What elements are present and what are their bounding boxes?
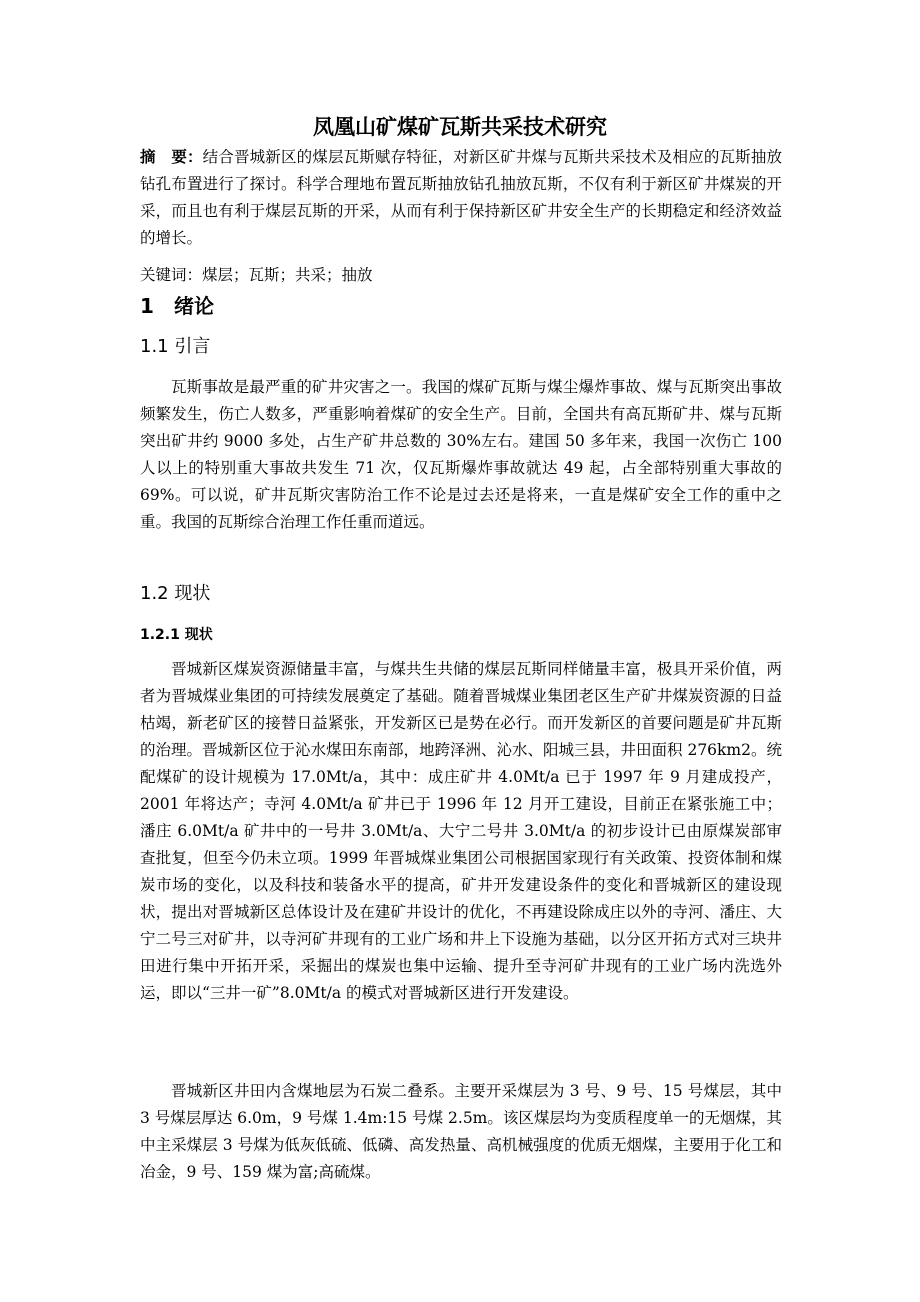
keywords	[140, 262, 782, 289]
abstract	[140, 144, 782, 252]
abstract-label: 摘 要：	[140, 148, 203, 166]
paragraph-status-2: 晋城新区井田内含煤地层为石炭二叠系。主要开采煤层为 3 号、9 号、15 号煤层，其中 3 号煤层厚达 6.0m，9 号煤 1.4m:15 号煤 2.5m。该区煤层均为变质程度单一的无烟煤，其中主采煤层 3 号煤为低灰低硫、低磷、高发热量、高机械强度的优质无烟煤，主要用于化工和冶金，9 号、159 煤为富;高硫煤。	[140, 1082, 782, 1181]
document-title: 凤凰山矿煤矿瓦斯共采技术研究	[313, 115, 607, 139]
section-heading-1	[140, 291, 214, 321]
keywords-label: 关键词：	[140, 266, 203, 284]
subsection-heading-intro: 1.1 引言	[140, 336, 211, 357]
paragraph-intro: 瓦斯事故是最严重的矿井灾害之一。我国的煤矿瓦斯与煤尘爆炸事故、煤与瓦斯突出事故频繁发生，伤亡人数多，严重影响着煤矿的安全生产。目前，全国共有高瓦斯矿井、煤与瓦斯突出矿井约 9000 多处，占生产矿井总数的 30%左右。建国 50 多年来，我国一次伤亡 100 人以上的特别重大事故共发生 71 次，仅瓦斯爆炸事故就达 49 起，占全部特别重大事故的 69%。可以说，矿井瓦斯灾害防治工作不论是过去还是将来，一直是煤矿安全工作的重中之重。我国的瓦斯综合治理工作任重而道远。	[140, 378, 782, 531]
section-number: 1	[140, 294, 154, 318]
subsubsection-heading-status: 1.2.1 现状	[140, 627, 213, 643]
paragraph-status-1: 晋城新区煤炭资源储量丰富，与煤共生共储的煤层瓦斯同样储量丰富，极具开采价值，两者为晋城煤业集团的可持续发展奠定了基础。随着晋城煤业集团老区生产矿井煤炭资源的日益枯竭，新老矿区的接替日益紧张，开发新区已是势在必行。而开发新区的首要问题是矿井瓦斯的治理。晋城新区位于沁水煤田东南部，地跨泽洲、沁水、阳城三县，井田面积 276km2。统配煤矿的设计规模为 17.0Mt/a，其中：成庄矿井 4.0Mt/a 已于 1997 年 9 月建成投产，2001 年将达产；寺河 4.0Mt/a 矿井已于 1996 年 12 月开工建设，目前正在紧张施工中；潘庄 6.0Mt/a 矿井中的一号井 3.0Mt/a、大宁二号井 3.0Mt/a 的初步设计已由原煤炭部审查批复，但至今仍未立项。1999 年晋城煤业集团公司根据国家现行有关政策、投资体制和煤炭市场的变化，以及科技和装备水平的提高，矿井开发建设条件的变化和晋城新区的建设现状，提出对晋城新区总体设计及在建矿井设计的优化，不再建设除成庄以外的寺河、潘庄、大宁二号三对矿井，以寺河矿井现有的工业广场和井上下设施为基础，以分区开拓方式对三块井田进行集中开拓开采，采掘出的煤炭也集中运输、提升至寺河矿井现有的工业广场内洗选外运，即以“三井一矿”8.0Mt/a 的模式对晋城新区进行开发建设。	[140, 660, 782, 1002]
subsection-heading-status: 1.2 现状	[140, 583, 211, 604]
abstract-text: 结合晋城新区的煤层瓦斯赋存特征，对新区矿井煤与瓦斯共采技术及相应的瓦斯抽放钻孔布置进行了探讨。科学合理地布置瓦斯抽放钻孔抽放瓦斯，不仅有利于新区矿井煤炭的开采，而且也有利于煤层瓦斯的开采，从而有利于保持新区矿井安全生产的长期稳定和经济效益的增长。	[140, 148, 782, 247]
section-title: 绪论	[174, 294, 214, 318]
keywords-text: 煤层；瓦斯；共采；抽放	[202, 266, 373, 284]
